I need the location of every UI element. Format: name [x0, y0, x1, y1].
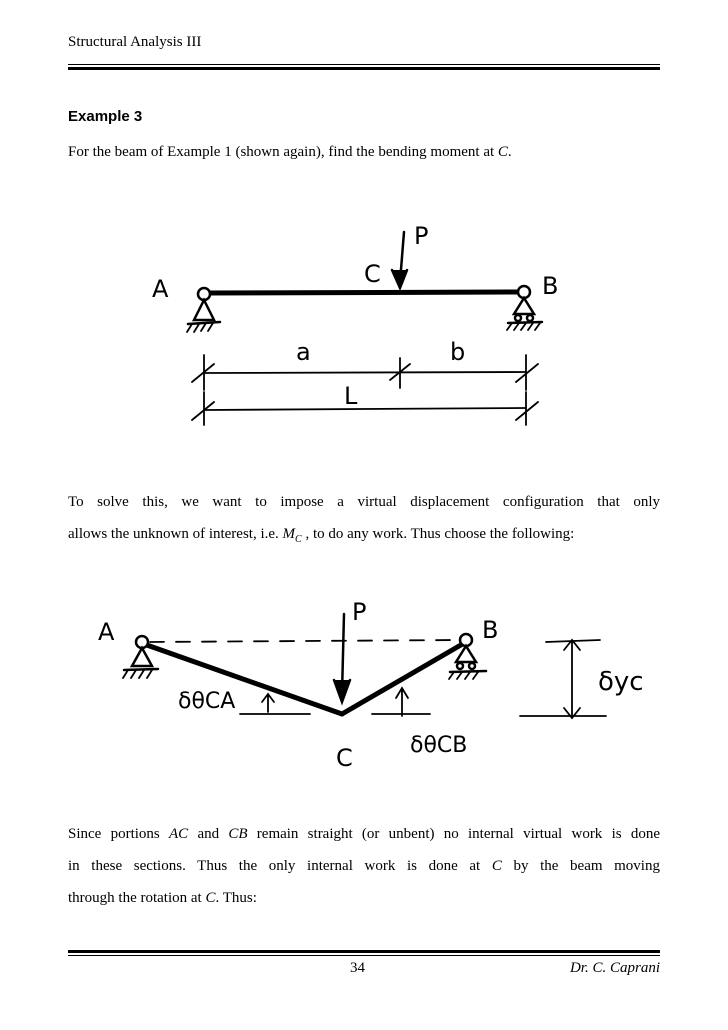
- footer-rule-thin: [68, 955, 660, 956]
- conclusion-text-2a: in these sections. Thus the only internal work is done at: [68, 858, 492, 874]
- fig1-label-p: P: [414, 222, 429, 250]
- conclusion-text-2b: by the beam moving: [501, 858, 660, 874]
- fig2-label-c: C: [336, 744, 353, 772]
- conclusion-line-3: [68, 882, 660, 914]
- fig1-label-a-upper: A: [152, 275, 169, 303]
- moment-subscript: C: [295, 534, 302, 545]
- example-heading: Example 3: [68, 108, 143, 125]
- conclusion-line-2: [68, 850, 660, 882]
- intro-end: .: [507, 144, 512, 160]
- conclusion-text-3a: through the rotation at: [68, 890, 206, 906]
- virtual-displacement-figure: [0, 590, 728, 790]
- fig2-label-b: B: [482, 616, 499, 644]
- conclusion-text-1a: Since portions: [68, 826, 170, 842]
- conclusion-line-1: [68, 818, 660, 850]
- intro-paragraph: [68, 136, 660, 168]
- header-rule-thin: [68, 64, 660, 65]
- segment-cb: CB: [228, 826, 248, 842]
- fig1-label-b-upper: B: [542, 272, 559, 300]
- fig2-label-p: P: [352, 598, 367, 626]
- rotation-label-ca: δθCA: [178, 689, 236, 714]
- solve-line-2: [68, 518, 660, 556]
- deflected-segment-ac: [144, 644, 342, 714]
- beam-line: [206, 292, 522, 293]
- intro-text: For the beam of Example 1 (shown again), find the bending moment at: [68, 144, 498, 160]
- conclusion-text-3b: . Thus:: [215, 890, 257, 906]
- header-rule-thick: [68, 67, 660, 70]
- intro-var-c: C: [497, 144, 508, 160]
- solve-line-2-end: , to do any work. Thus choose the following:: [301, 526, 575, 542]
- fig1-label-a-lower: a: [296, 338, 311, 366]
- solve-line-2-text: allows the unknown of interest, i.e.: [68, 526, 283, 542]
- dimension-ab: [204, 372, 526, 373]
- conclusion-text-1c: remain straight (or unbent) no internal virtual work is done: [247, 826, 660, 842]
- support-a-triangle: [194, 300, 214, 320]
- page-number: 34: [350, 960, 365, 976]
- dimension-l: [204, 408, 526, 410]
- fig2-label-a: A: [98, 618, 115, 646]
- footer-rule-thick: [68, 950, 660, 953]
- running-header: Structural Analysis III: [68, 34, 202, 50]
- conclusion-text-1b: and: [188, 826, 229, 842]
- deflection-label: δyc: [598, 667, 644, 697]
- point-c: C: [491, 858, 502, 874]
- solve-line-1: To solve this, we want to impose a virtual displacement configuration that only: [68, 494, 660, 510]
- fig1-label-c: C: [364, 260, 381, 288]
- segment-ac: AC: [169, 826, 189, 842]
- deflected-segment-cb: [342, 642, 466, 714]
- moment-symbol: M: [282, 526, 296, 542]
- fig1-label-l: L: [344, 382, 358, 410]
- fig1-label-b-lower: b: [450, 338, 466, 366]
- author: Dr. C. Caprani: [569, 960, 660, 976]
- rotation-label-cb: δθCB: [410, 733, 468, 758]
- beam-figure: [0, 210, 728, 440]
- point-c-2: C: [205, 890, 216, 906]
- original-position-dashed: [150, 640, 462, 642]
